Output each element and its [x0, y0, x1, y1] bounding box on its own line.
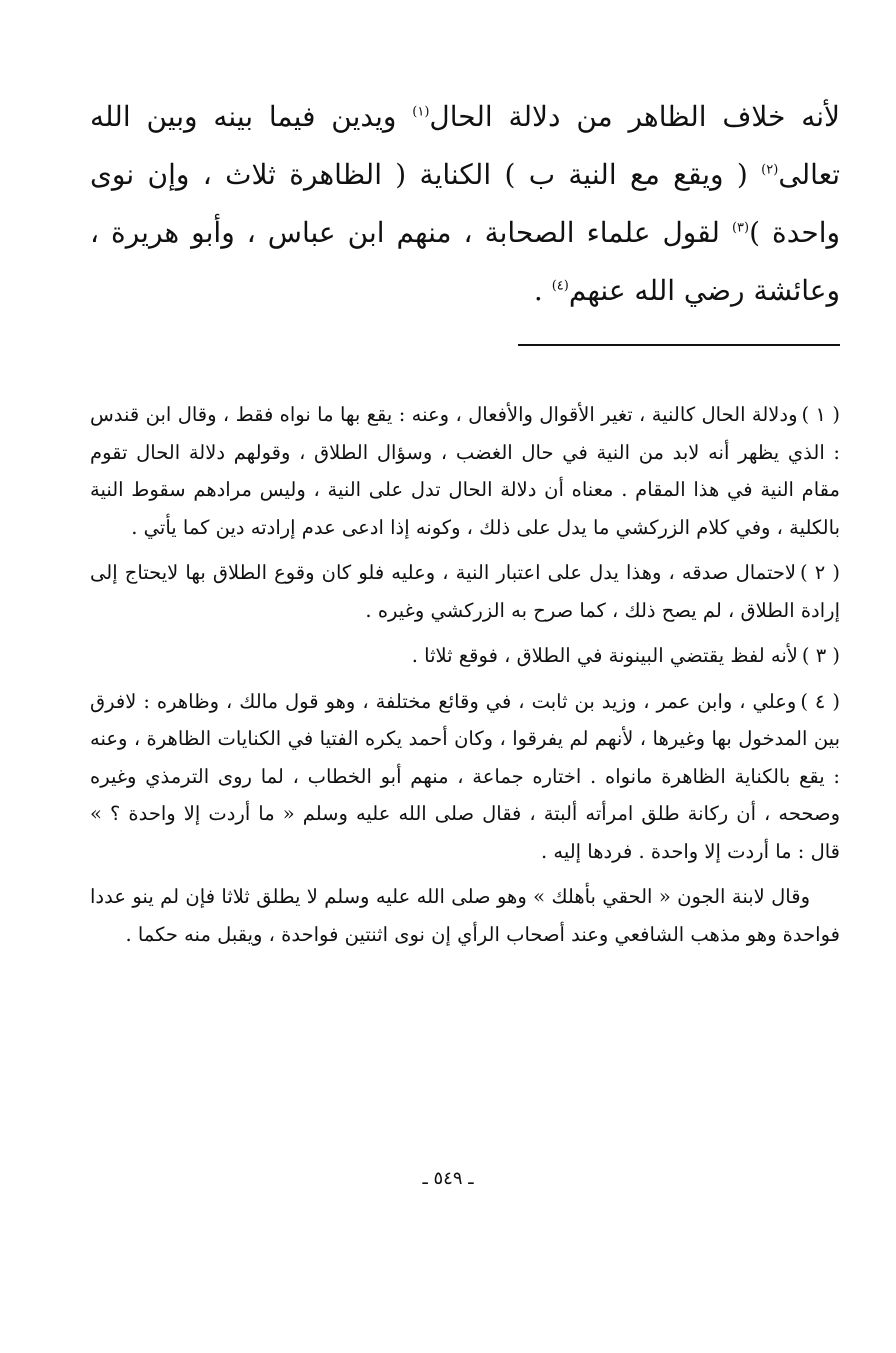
main-line2a: الله تعالى	[90, 100, 841, 191]
main-line3b: لقول علماء الصحابة ، منهم ابن	[347, 216, 720, 249]
footnote-ref-1: (١)	[412, 104, 430, 120]
main-line1b: ويدين فيما بينه وبين	[146, 100, 397, 133]
footnote-1-text: ودلالة الحال كالنية ، تغير الأقوال والأفعال ، وعنه : يقع بها ما نواه فقط ، وقال ابن قندس : الذي يظهر أنه لابد من النية في حال الغضب ، وسؤال الطلاق ، وقولهم دلالة الحال تقوم مقام النية في هذا المقام . معناه أن دلالة الحال تدل على النية ، وليس مرادهم سقوط النية بالكلية ، وفي كلام الزركشي ما يدل على ذلك ، وكونه إذا ادعى عدم إرادته دين كما يأتي .	[90, 403, 840, 539]
footnotes	[90, 396, 840, 953]
footnote-3-text: لأنه لفظ يقتضي البينونة في الطلاق ، فوقع ثلاثا .	[411, 644, 798, 667]
footnote-1	[90, 396, 840, 546]
main-text	[90, 88, 840, 320]
footnote-2	[90, 554, 840, 629]
page-number: ـ ٥٤٩ ـ	[422, 1168, 474, 1189]
footnote-4-text: وعلي ، وابن عمر ، وزيد بن ثابت ، في وقائع مختلفة ، وهو قول مالك ، وظاهره : لافرق بين المدخول بها وغيرها ، لأنهم لم يفرقوا ، وكان أحمد يكره الفتيا في الكنايات الظاهرة ، وعنه : يقع بالكناية الظاهرة مانواه . اختاره جماعة ، منهم أبو الخطاب ، لما روى الترمذي وغيره وصححه ، أن ركانة طلق امرأته ألبتة ، فقال صلى الله عليه وسلم « ما أردت إلا واحدة ؟ » قال : ما أردت إلا واحدة . فردها إليه .	[90, 689, 840, 863]
footnote-1-mark: ( ١ )	[801, 403, 841, 426]
footnote-separator	[90, 344, 840, 374]
footnote-4-mark: ( ٤ )	[800, 689, 840, 713]
footnote-3-mark: ( ٣ )	[801, 644, 840, 667]
main-line1: لأنه خلاف الظاهر من دلالة الحال	[429, 100, 840, 133]
separator-line	[518, 344, 840, 346]
footnote-2-mark: ( ٢ )	[800, 561, 840, 584]
main-line3a: وإن نوى واحدة )	[90, 158, 841, 249]
footnote-4	[90, 683, 840, 871]
main-line4a: عباس ، وأبو هريرة ، وعائشة رضي الله عنهم	[90, 216, 840, 307]
page-body	[90, 88, 840, 961]
footnote-2-text: لاحتمال صدقه ، وهذا يدل على اعتبار النية ، وعليه فلو كان وقوع الطلاق بها لايحتاج إلى إرادة الطلاق ، لم يصح ذلك ، كما صرح به الزركشي وغيره .	[90, 561, 840, 622]
footnote-4-continuation: وقال لابنة الجون « الحقي بأهلك » وهو صلى الله عليه وسلم لا يطلق ثلاثا فإن لم ينو عددا فواحدة وهو مذهب الشافعي وعند أصحاب الرأي إن نوى اثنتين فواحدة ، ويقبل منه حكما .	[90, 885, 840, 946]
footnote-ref-4: (٤)	[551, 278, 569, 294]
main-line2b: ( ويقع مع النية ب ) الكناية ( الظاهرة ثلاث ،	[202, 158, 748, 191]
footnote-3	[90, 637, 840, 675]
main-line4b: .	[533, 274, 543, 307]
footnote-ref-2: (٢)	[761, 162, 779, 178]
footnote-ref-3: (٣)	[731, 220, 750, 236]
